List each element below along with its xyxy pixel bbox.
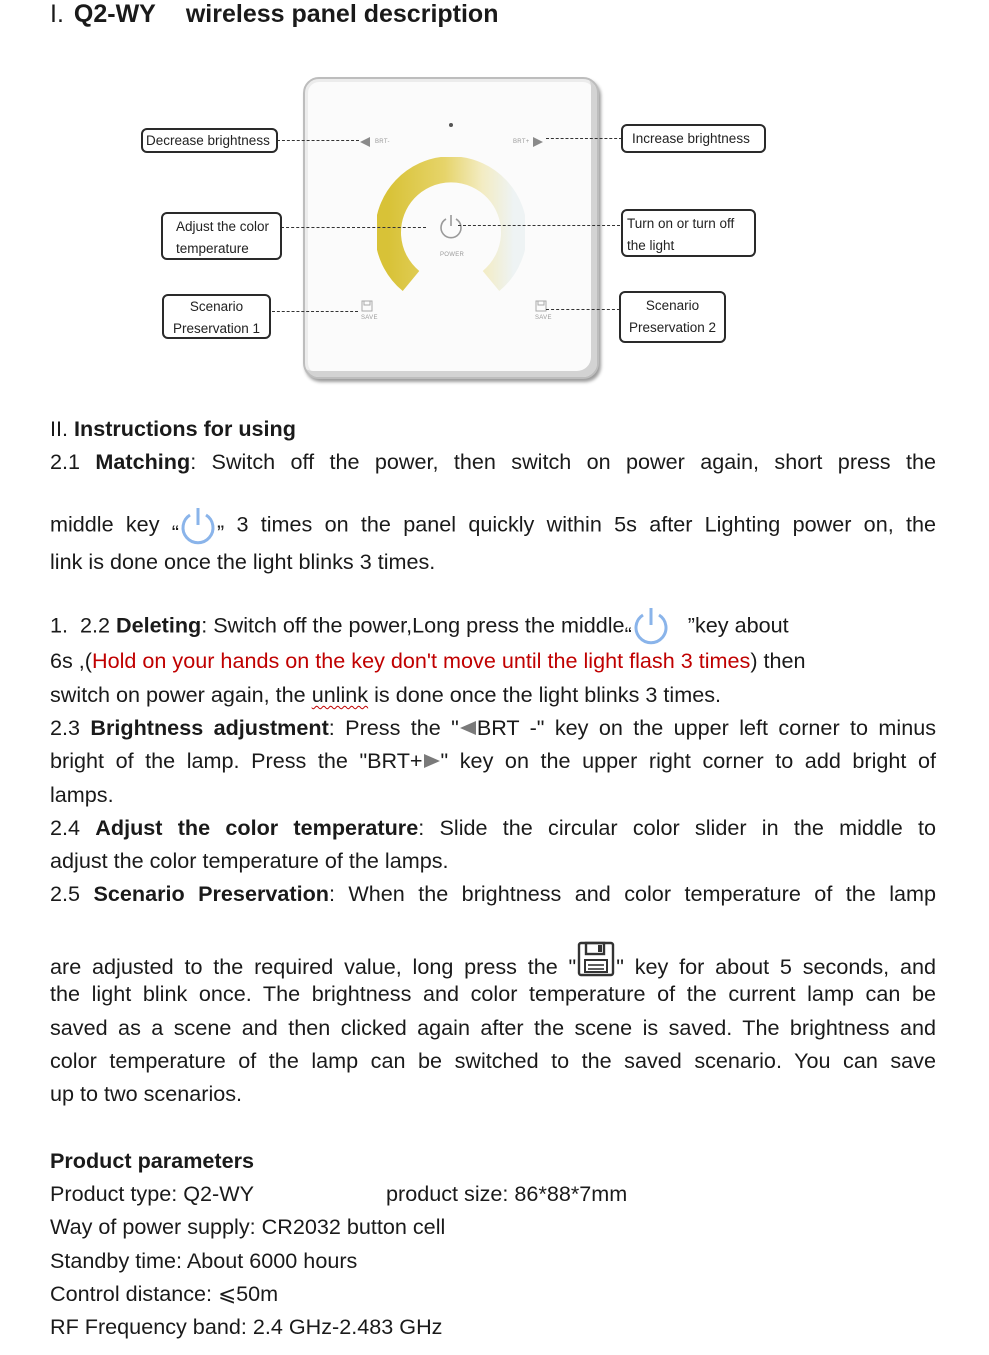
section-number: I.: [50, 0, 64, 28]
s25-line6: up to two scenarios.: [50, 1081, 243, 1106]
leader-color-temp: [281, 227, 426, 228]
s22-line1: 1. 2.2 Deleting: Switch off the power,Long press the middle“ ”key about: [50, 606, 936, 648]
power-icon: [179, 506, 217, 546]
callout-decrease-brightness: Decrease brightness: [141, 128, 278, 153]
s23-line3: lamps.: [50, 782, 114, 807]
power-icon: [437, 212, 465, 240]
title-text: wireless panel description: [185, 0, 499, 28]
instructions-heading: II. Instructions for using: [50, 416, 296, 441]
s25-line5: color temperature of the lamp can be switched to the saved scenario. You can save: [50, 1048, 936, 1073]
s24-line2: adjust the color temperature of the lamps.: [50, 848, 449, 873]
param-standby: Standby time: About 6000 hours: [50, 1248, 358, 1273]
s25-line1: 2.5 Scenario Preservation: When the brightness and color temperature of the lamp: [50, 881, 937, 906]
brt-minus-label: BRT-: [375, 139, 390, 145]
s21-line2: middle key “ ” 3 times on the panel quickly within 5s after Lighting power on, the: [50, 506, 936, 546]
param-size: product size: 86*88*7mm: [386, 1181, 628, 1206]
callout-scenario-1: Scenario Preservation 1: [162, 294, 271, 339]
leader-power: [458, 225, 620, 226]
callout-increase-brightness: Increase brightness: [621, 124, 766, 153]
save-icon: [576, 940, 616, 978]
s25-line2: are adjusted to the required value, long press the " " key for about 5 seconds, and: [50, 940, 936, 980]
s21-line3: link is done once the light blinks 3 times.: [50, 549, 436, 574]
s25-line3: the light blink once. The brightness and color temperature of the current lamp can be: [50, 981, 936, 1006]
page-title: [50, 0, 498, 29]
s21-line1: 2.1 Matching: Switch off the power, then switch on power again, short press the: [50, 449, 936, 474]
wireless-panel-image: [303, 77, 599, 379]
save-left-icon: [361, 300, 373, 312]
callout-power: Turn on or turn off the light: [621, 209, 756, 257]
param-power: Way of power supply: CR2032 button cell: [50, 1214, 446, 1239]
s24-line1: 2.4 Adjust the color temperature: Slide the circular color slider in the middle to: [50, 815, 936, 840]
leader-scene1: [272, 311, 358, 312]
s23-line2: bright of the lamp. Press the "BRT+ " key on the upper right corner to add bright of: [50, 748, 936, 773]
brt-minus-arrow-icon: [359, 136, 371, 148]
callout-color-temperature: Adjust the color temperature: [161, 212, 282, 260]
triangle-right-icon: [423, 753, 441, 769]
leader-scene2: [546, 309, 620, 310]
save-right-icon: [535, 300, 547, 312]
s23-line1: 2.3 Brightness adjustment: Press the " BRT -" key on the upper left corner to minus: [50, 715, 937, 740]
brt-plus-arrow-icon: [532, 136, 544, 148]
params-heading: Product parameters: [50, 1148, 255, 1173]
leader-increase: [546, 138, 622, 139]
s22-line2: 6s ,(Hold on your hands on the key don't move until the light flash 3 times) then: [50, 648, 806, 673]
model-name: Q2-WY: [73, 0, 156, 28]
param-rf: RF Frequency band: 2.4 GHz-2.483 GHz: [50, 1314, 443, 1339]
triangle-left-icon: [459, 720, 477, 736]
s25-line4: saved as a scene and then clicked again after the scene is saved. The brightness and: [50, 1015, 936, 1040]
callout-scenario-2: Scenario Preservation 2: [619, 291, 726, 343]
power-label: POWER: [440, 252, 465, 258]
save-right-label: SAVE: [535, 315, 552, 321]
brt-plus-label: BRT+: [513, 139, 530, 145]
power-icon: [632, 606, 670, 646]
leader-decrease: [277, 140, 359, 141]
param-type: Product type: Q2-WY: [50, 1181, 255, 1206]
s22-line3: switch on power again, the unlink is done once the light blinks 3 times.: [50, 682, 722, 707]
save-left-label: SAVE: [361, 315, 378, 321]
param-distance: Control distance: ⩽50m: [50, 1281, 279, 1306]
indicator-dot: [449, 123, 453, 127]
